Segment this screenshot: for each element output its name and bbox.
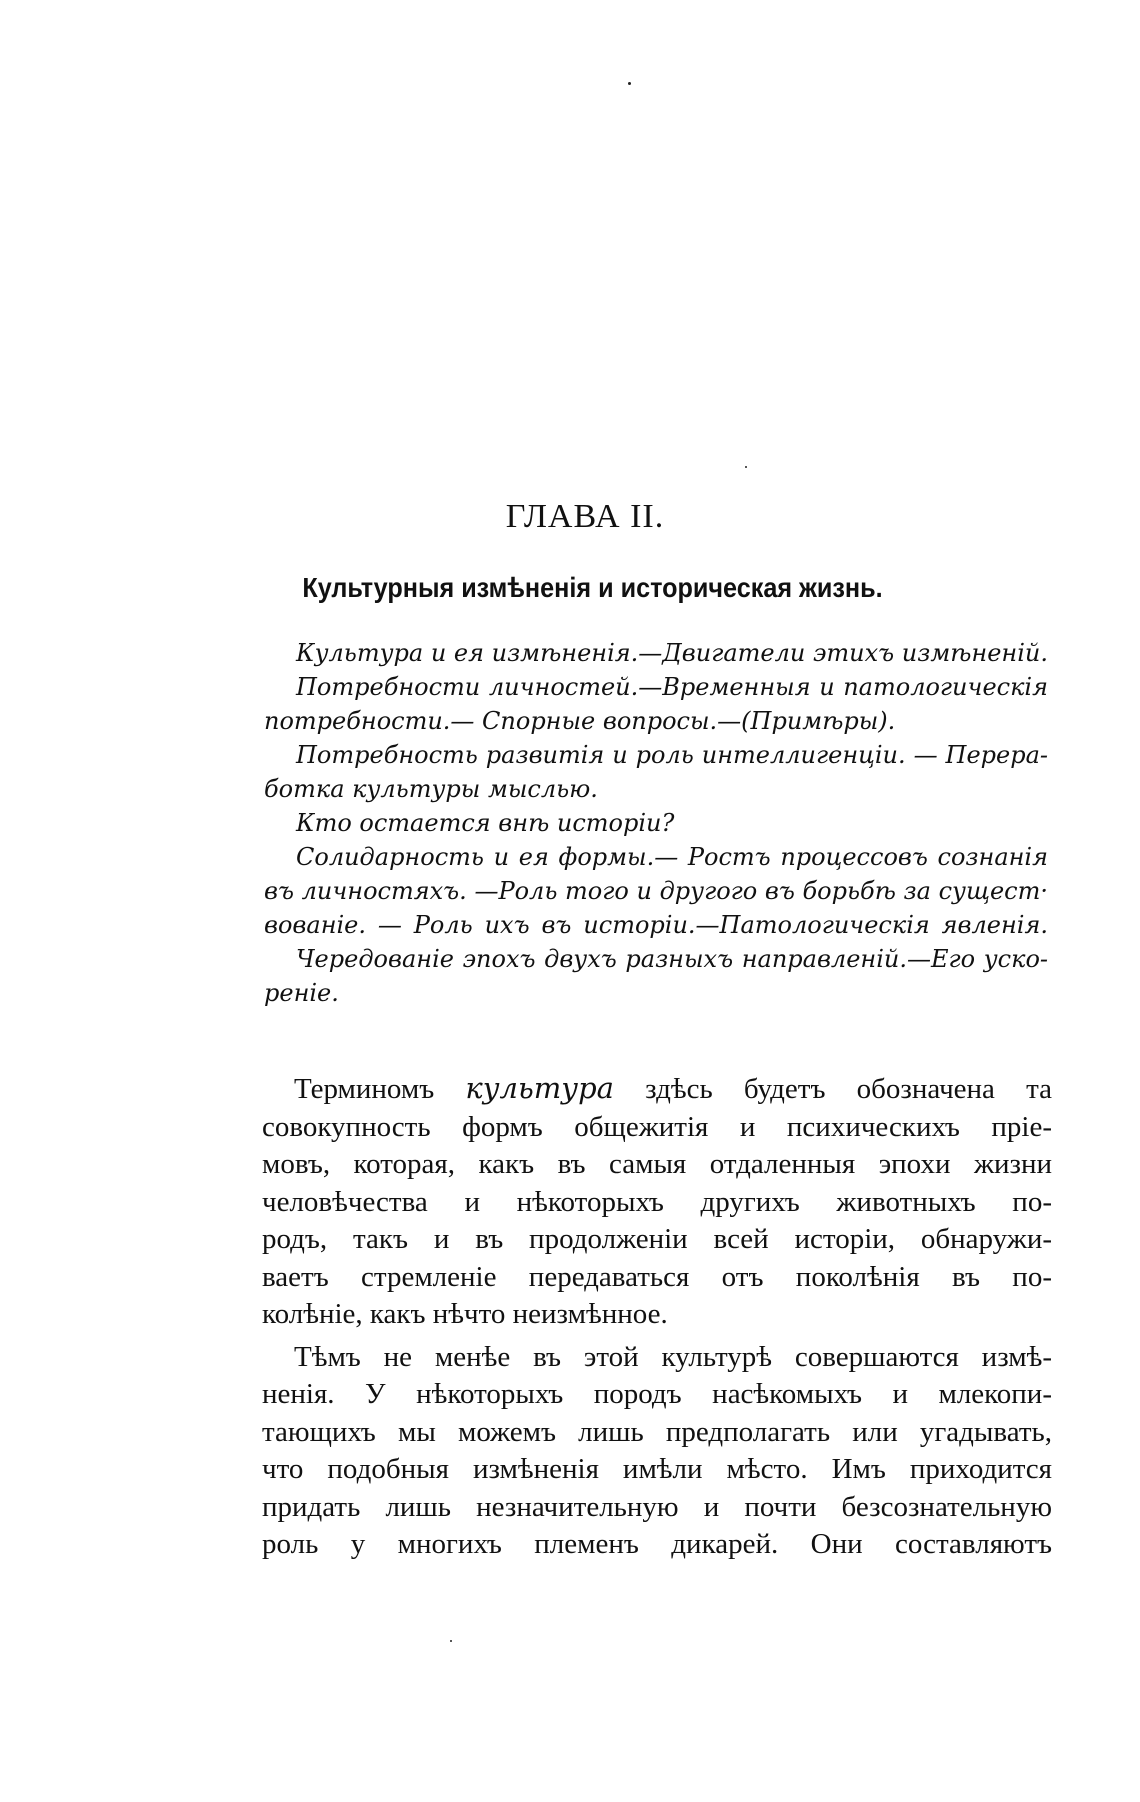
chapter-title: ГЛАВА II. <box>505 498 665 535</box>
paragraph-line: совокупность формъ общежитія и психическихъ пріе- <box>262 1110 1052 1143</box>
paragraph-1 <box>262 1070 1052 1334</box>
paragraph-line: родъ, такъ и въ продолженіи всей исторіи, обнаружи- <box>262 1223 1052 1255</box>
paragraph-line: что подобныя измѣненія имѣли мѣсто. Имъ приходится <box>262 1453 1052 1485</box>
summary-line: Солидарность и ея формы.— Ростъ процессовъ сознанія <box>296 843 1048 871</box>
paragraph-line: Тѣмъ не менѣе въ этой культурѣ совершаются измѣ- <box>294 1340 1052 1373</box>
paragraph-line: Терминомъ культура здѣсь будетъ обозначена та <box>294 1071 1052 1105</box>
paragraph-2 <box>262 1339 1052 1564</box>
summary-line: Потребность развитія и роль интеллигенціи. — Перера- <box>296 741 1048 769</box>
paragraph-line: колѣніе, какъ нѣчто неизмѣнное. <box>262 1298 668 1330</box>
paragraph-line: человѣчества и нѣкоторыхъ другихъ животныхъ по- <box>262 1185 1052 1218</box>
paragraph-line: придать лишь незначительную и почти безсознательную <box>262 1490 1052 1523</box>
summary-line: потребности.— Спорные вопросы.—(Примѣры). <box>264 707 896 735</box>
summary-line: ботка культуры мыслью. <box>264 775 598 803</box>
chapter-subtitle: Культурныя измѣненія и историческая жизнь. <box>302 572 883 603</box>
summary-line: Кто остается внѣ исторіи? <box>296 809 675 837</box>
body-text <box>262 1070 1052 1564</box>
paragraph-line: мовъ, которая, какъ въ самыя отдаленныя эпохи жизни <box>262 1148 1052 1180</box>
summary-line: Чередованіе эпохъ двухъ разныхъ направленій.—Его ускo- <box>296 945 1048 973</box>
summary-line: реніе. <box>264 979 339 1007</box>
chapter-summary <box>264 636 1048 1010</box>
summary-line: Потребности личностей.—Временныя и патологическія <box>296 673 1048 701</box>
paragraph-line: роль у многихъ племенъ дикарей. Они составляютъ <box>262 1528 1052 1560</box>
paragraph-line: ваетъ стремленіе передаваться отъ поколѣнія въ по- <box>262 1260 1052 1293</box>
print-speck <box>745 466 747 468</box>
emphasized-term: культура <box>465 1071 614 1105</box>
print-speck <box>450 1640 452 1642</box>
paragraph-line: ненія. У нѣкоторыхъ породъ насѣкомыхъ и млекопи- <box>262 1378 1052 1410</box>
summary-line: въ личностяхъ. —Роль того и другого въ борьбѣ за сущест· <box>264 877 1048 905</box>
summary-line: Культура и ея измѣненія.—Двигатели этихъ измѣненій. <box>296 639 1048 667</box>
paragraph-line: тающихъ мы можемъ лишь предполагать или угадывать, <box>262 1415 1052 1448</box>
print-speck <box>628 82 631 85</box>
summary-line: вованіе. — Роль ихъ въ исторіи.—Патологическія явленія. <box>264 911 1048 939</box>
